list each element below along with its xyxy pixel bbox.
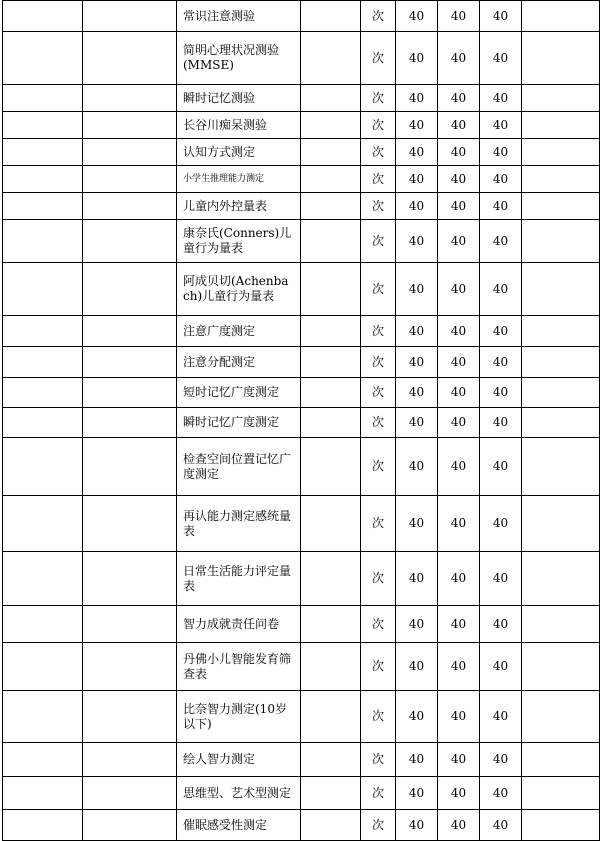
- item-name-cell: [177, 496, 301, 552]
- price-cell-3: 40: [480, 166, 522, 193]
- code-cell: [3, 193, 83, 220]
- item-name-cell: [177, 606, 301, 643]
- price-cell-3: 40: [480, 643, 522, 691]
- content-cell: [301, 606, 361, 643]
- item-name-text: 比奈智力测定(10岁以下): [183, 701, 287, 731]
- unit-cell: 次: [361, 1, 396, 32]
- code-cell: [3, 263, 83, 316]
- price-cell-3: 40: [480, 743, 522, 777]
- price-cell-3: 40: [480, 777, 522, 810]
- price-cell-2: 40: [438, 552, 480, 606]
- table-row: [3, 1, 600, 32]
- unit-cell: 次: [361, 193, 396, 220]
- unit-cell: 次: [361, 606, 396, 643]
- content-cell: [301, 643, 361, 691]
- note-cell: [522, 810, 600, 841]
- table-row: [3, 810, 600, 841]
- note-cell: [522, 1, 600, 32]
- code-cell: [3, 496, 83, 552]
- price-cell-1: 40: [396, 139, 438, 166]
- category-cell: [83, 139, 177, 166]
- item-name-text: 短时记忆广度测定: [183, 385, 280, 399]
- item-name-cell: [177, 316, 301, 347]
- code-cell: [3, 166, 83, 193]
- item-name-cell: [177, 193, 301, 220]
- unit-cell: 次: [361, 552, 396, 606]
- content-cell: [301, 552, 361, 606]
- note-cell: [522, 408, 600, 438]
- category-cell: [83, 220, 177, 263]
- price-cell-2: 40: [438, 438, 480, 496]
- price-cell-1: 40: [396, 32, 438, 85]
- price-cell-1: 40: [396, 408, 438, 438]
- content-cell: [301, 438, 361, 496]
- unit-cell: 次: [361, 408, 396, 438]
- unit-cell: 次: [361, 743, 396, 777]
- price-cell-3: 40: [480, 32, 522, 85]
- category-cell: [83, 438, 177, 496]
- unit-cell: 次: [361, 691, 396, 743]
- unit-cell: 次: [361, 112, 396, 139]
- category-cell: [83, 691, 177, 743]
- item-name-cell: [177, 112, 301, 139]
- price-cell-1: 40: [396, 777, 438, 810]
- content-cell: [301, 316, 361, 347]
- category-cell: [83, 32, 177, 85]
- price-cell-3: 40: [480, 606, 522, 643]
- item-name-cell: [177, 347, 301, 378]
- note-cell: [522, 606, 600, 643]
- price-cell-1: 40: [396, 220, 438, 263]
- item-name-cell: [177, 263, 301, 316]
- note-cell: [522, 777, 600, 810]
- price-cell-3: 40: [480, 263, 522, 316]
- note-cell: [522, 496, 600, 552]
- code-cell: [3, 777, 83, 810]
- unit-cell: 次: [361, 496, 396, 552]
- price-cell-2: 40: [438, 166, 480, 193]
- content-cell: [301, 85, 361, 112]
- note-cell: [522, 193, 600, 220]
- note-cell: [522, 85, 600, 112]
- price-cell-2: 40: [438, 316, 480, 347]
- code-cell: [3, 347, 83, 378]
- unit-cell: 次: [361, 32, 396, 85]
- table-row: [3, 139, 600, 166]
- content-cell: [301, 777, 361, 810]
- note-cell: [522, 691, 600, 743]
- item-name-text: 再认能力测定感统量表: [183, 508, 292, 538]
- price-cell-1: 40: [396, 112, 438, 139]
- code-cell: [3, 438, 83, 496]
- code-cell: [3, 552, 83, 606]
- price-cell-1: 40: [396, 193, 438, 220]
- item-name-text: 阿成贝切(Achenbach)儿童行为量表: [183, 274, 289, 303]
- table-row: [3, 438, 600, 496]
- price-cell-3: 40: [480, 378, 522, 408]
- category-cell: [83, 263, 177, 316]
- category-cell: [83, 85, 177, 112]
- price-cell-2: 40: [438, 378, 480, 408]
- item-name-text: 催眠感受性测定: [183, 817, 268, 832]
- content-cell: [301, 112, 361, 139]
- content-cell: [301, 139, 361, 166]
- item-name-text: 简明心理状况测验(MMSE): [183, 43, 280, 72]
- table-row: [3, 743, 600, 777]
- price-cell-1: 40: [396, 85, 438, 112]
- price-cell-3: 40: [480, 85, 522, 112]
- price-cell-2: 40: [438, 777, 480, 810]
- content-cell: [301, 743, 361, 777]
- price-cell-2: 40: [438, 263, 480, 316]
- item-name-text: 绘人智力测定: [183, 752, 256, 766]
- price-cell-2: 40: [438, 691, 480, 743]
- price-cell-1: 40: [396, 606, 438, 643]
- code-cell: [3, 691, 83, 743]
- price-cell-1: 40: [396, 743, 438, 777]
- item-name-cell: [177, 691, 301, 743]
- price-cell-3: 40: [480, 1, 522, 32]
- item-name-text: 瞬时记忆测验: [183, 90, 256, 105]
- item-name-text: 常识注意测验: [183, 8, 256, 23]
- note-cell: [522, 166, 600, 193]
- table-row: [3, 691, 600, 743]
- price-cell-3: 40: [480, 810, 522, 841]
- content-cell: [301, 810, 361, 841]
- unit-cell: 次: [361, 316, 396, 347]
- item-name-text: 认知方式测定: [183, 144, 256, 159]
- item-name-text: 长谷川痴呆测验: [183, 117, 268, 132]
- note-cell: [522, 643, 600, 691]
- table-row: [3, 166, 600, 193]
- unit-cell: 次: [361, 139, 396, 166]
- price-cell-2: 40: [438, 32, 480, 85]
- code-cell: [3, 112, 83, 139]
- price-cell-1: 40: [396, 496, 438, 552]
- content-cell: [301, 496, 361, 552]
- price-cell-2: 40: [438, 193, 480, 220]
- item-name-cell: [177, 743, 301, 777]
- content-cell: [301, 347, 361, 378]
- item-name-cell: [177, 166, 301, 193]
- category-cell: [83, 316, 177, 347]
- category-cell: [83, 496, 177, 552]
- table-row: [3, 112, 600, 139]
- price-cell-2: 40: [438, 606, 480, 643]
- price-cell-3: 40: [480, 220, 522, 263]
- content-cell: [301, 408, 361, 438]
- table-row: [3, 85, 600, 112]
- note-cell: [522, 263, 600, 316]
- price-cell-1: 40: [396, 378, 438, 408]
- table-row: [3, 408, 600, 438]
- unit-cell: 次: [361, 263, 396, 316]
- price-cell-1: 40: [396, 166, 438, 193]
- item-name-cell: [177, 552, 301, 606]
- category-cell: [83, 347, 177, 378]
- item-name-cell: [177, 643, 301, 691]
- item-name-cell: [177, 438, 301, 496]
- table-row: [3, 32, 600, 85]
- item-name-text: 儿童内外控量表: [183, 198, 268, 213]
- item-name-cell: [177, 85, 301, 112]
- price-cell-1: 40: [396, 691, 438, 743]
- price-cell-2: 40: [438, 743, 480, 777]
- content-cell: [301, 378, 361, 408]
- category-cell: [83, 552, 177, 606]
- note-cell: [522, 438, 600, 496]
- price-cell-3: 40: [480, 438, 522, 496]
- item-name-cell: [177, 32, 301, 85]
- category-cell: [83, 743, 177, 777]
- unit-cell: 次: [361, 166, 396, 193]
- table-row: [3, 220, 600, 263]
- unit-cell: 次: [361, 777, 396, 810]
- content-cell: [301, 691, 361, 743]
- price-cell-2: 40: [438, 112, 480, 139]
- price-cell-2: 40: [438, 347, 480, 378]
- table-row: [3, 777, 600, 810]
- price-cell-1: 40: [396, 810, 438, 841]
- unit-cell: 次: [361, 378, 396, 408]
- item-name-cell: [177, 810, 301, 841]
- code-cell: [3, 316, 83, 347]
- price-cell-3: 40: [480, 496, 522, 552]
- price-cell-1: 40: [396, 552, 438, 606]
- note-cell: [522, 139, 600, 166]
- unit-cell: 次: [361, 810, 396, 841]
- item-name-cell: [177, 378, 301, 408]
- item-name-text: 注意广度测定: [183, 323, 256, 338]
- category-cell: [83, 378, 177, 408]
- price-cell-1: 40: [396, 643, 438, 691]
- category-cell: [83, 166, 177, 193]
- item-name-text: 检查空间位置记忆广度测定: [183, 451, 292, 481]
- note-cell: [522, 220, 600, 263]
- price-cell-2: 40: [438, 496, 480, 552]
- content-cell: [301, 220, 361, 263]
- unit-cell: 次: [361, 347, 396, 378]
- price-cell-1: 40: [396, 438, 438, 496]
- table-row: [3, 316, 600, 347]
- code-cell: [3, 408, 83, 438]
- price-cell-1: 40: [396, 347, 438, 378]
- price-cell-3: 40: [480, 193, 522, 220]
- note-cell: [522, 347, 600, 378]
- item-name-cell: [177, 220, 301, 263]
- price-cell-2: 40: [438, 220, 480, 263]
- note-cell: [522, 32, 600, 85]
- unit-cell: 次: [361, 643, 396, 691]
- category-cell: [83, 606, 177, 643]
- category-cell: [83, 810, 177, 841]
- note-cell: [522, 743, 600, 777]
- fee-table: [2, 0, 600, 841]
- item-name-text: 丹佛小儿智能发育筛查表: [183, 651, 292, 681]
- price-cell-1: 40: [396, 316, 438, 347]
- code-cell: [3, 139, 83, 166]
- content-cell: [301, 263, 361, 316]
- category-cell: [83, 643, 177, 691]
- table-row: [3, 552, 600, 606]
- price-cell-2: 40: [438, 1, 480, 32]
- code-cell: [3, 220, 83, 263]
- price-cell-3: 40: [480, 552, 522, 606]
- item-name-text: 瞬时记忆广度测定: [183, 415, 280, 429]
- unit-cell: 次: [361, 438, 396, 496]
- price-cell-1: 40: [396, 1, 438, 32]
- item-name-text: 日常生活能力评定量表: [183, 563, 292, 593]
- category-cell: [83, 1, 177, 32]
- note-cell: [522, 112, 600, 139]
- item-name-text: 小学生推理能力测定: [183, 173, 265, 184]
- unit-cell: 次: [361, 85, 396, 112]
- table-row: [3, 643, 600, 691]
- code-cell: [3, 643, 83, 691]
- table-row: [3, 606, 600, 643]
- item-name-text: 注意分配测定: [183, 354, 256, 369]
- item-name-cell: [177, 139, 301, 166]
- item-name-text: 思维型、艺术型测定: [183, 785, 292, 800]
- price-cell-3: 40: [480, 408, 522, 438]
- content-cell: [301, 32, 361, 85]
- item-name-text: 智力成就责任问卷: [183, 616, 280, 631]
- price-cell-3: 40: [480, 347, 522, 378]
- price-cell-3: 40: [480, 112, 522, 139]
- price-cell-3: 40: [480, 139, 522, 166]
- price-cell-3: 40: [480, 316, 522, 347]
- code-cell: [3, 378, 83, 408]
- item-name-text: 康奈氏(Conners)儿童行为量表: [183, 226, 292, 255]
- price-cell-2: 40: [438, 810, 480, 841]
- table-row: [3, 496, 600, 552]
- content-cell: [301, 166, 361, 193]
- code-cell: [3, 810, 83, 841]
- price-cell-2: 40: [438, 85, 480, 112]
- table-row: [3, 263, 600, 316]
- category-cell: [83, 112, 177, 139]
- table-row: [3, 193, 600, 220]
- item-name-cell: [177, 408, 301, 438]
- code-cell: [3, 1, 83, 32]
- code-cell: [3, 743, 83, 777]
- content-cell: [301, 1, 361, 32]
- item-name-cell: [177, 1, 301, 32]
- category-cell: [83, 777, 177, 810]
- price-cell-2: 40: [438, 408, 480, 438]
- category-cell: [83, 193, 177, 220]
- note-cell: [522, 378, 600, 408]
- price-cell-1: 40: [396, 263, 438, 316]
- code-cell: [3, 85, 83, 112]
- unit-cell: 次: [361, 220, 396, 263]
- price-cell-2: 40: [438, 643, 480, 691]
- table-row: [3, 378, 600, 408]
- code-cell: [3, 32, 83, 85]
- content-cell: [301, 193, 361, 220]
- category-cell: [83, 408, 177, 438]
- code-cell: [3, 606, 83, 643]
- price-cell-2: 40: [438, 139, 480, 166]
- price-cell-3: 40: [480, 691, 522, 743]
- table-row: [3, 347, 600, 378]
- note-cell: [522, 316, 600, 347]
- item-name-cell: [177, 777, 301, 810]
- note-cell: [522, 552, 600, 606]
